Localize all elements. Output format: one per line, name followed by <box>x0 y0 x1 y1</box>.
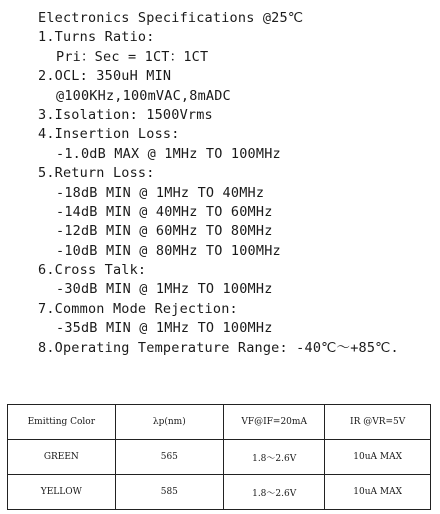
table-header-cell: λp(nm) <box>115 405 223 440</box>
spec-line-return-loss-2: -14dB MIN @ 40MHz TO 60MHz <box>56 203 273 220</box>
table-cell: 10uA MAX <box>325 440 431 475</box>
spec-line-cross-talk-value: -30dB MIN @ 1MHz TO 100MHz <box>56 281 273 298</box>
spec-line-return-loss: 5.Return Loss: <box>38 165 155 182</box>
table-cell: 1.8～2.6V <box>224 440 325 475</box>
spec-line-insertion-loss-value: -1.0dB MAX @ 1MHz TO 100MHz <box>56 145 281 162</box>
table-cell: 1.8～2.6V <box>224 475 325 510</box>
table-cell: 10uA MAX <box>325 475 431 510</box>
table-cell: YELLOW <box>8 475 116 510</box>
specifications-block <box>38 9 438 358</box>
spec-line-common-mode-rejection: 7.Common Mode Rejection: <box>38 300 238 317</box>
table-header-row <box>8 405 431 440</box>
spec-line-cross-talk: 6.Cross Talk: <box>38 262 147 279</box>
spec-line-common-mode-rejection-value: -35dB MIN @ 1MHz TO 100MHz <box>56 320 273 337</box>
spec-line-operating-temperature: 8.Operating Temperature Range: -40℃～+85℃. <box>38 339 399 356</box>
spec-line-return-loss-1: -18dB MIN @ 1MHz TO 40MHz <box>56 184 265 201</box>
spec-line-isolation: 3.Isolation: 1500Vrms <box>38 106 213 123</box>
table-header-cell: IR @VR=5V <box>325 405 431 440</box>
spec-line-turns-ratio-value: Pri：Sec = 1CT：1CT <box>56 48 209 65</box>
table-cell: 585 <box>115 475 223 510</box>
spec-line-return-loss-3: -12dB MIN @ 60MHz TO 80MHz <box>56 223 273 240</box>
table-header-cell: VF@IF=20mA <box>224 405 325 440</box>
spec-line-insertion-loss: 4.Insertion Loss: <box>38 126 180 143</box>
table-cell: GREEN <box>8 440 116 475</box>
spec-line-ocl: 2.OCL: 350uH MIN <box>38 68 172 85</box>
led-characteristics-table <box>7 404 431 510</box>
spec-line-turns-ratio: 1.Turns Ratio: <box>38 29 155 46</box>
table-row <box>8 475 431 510</box>
table-header-cell: Emitting Color <box>8 405 116 440</box>
spec-title: Electronics Specifications @25℃ <box>38 10 304 26</box>
table-row <box>8 440 431 475</box>
spec-line-return-loss-4: -10dB MIN @ 80MHz TO 100MHz <box>56 242 281 259</box>
spec-line-ocl-conditions: @100KHz,100mVAC,8mADC <box>56 87 231 104</box>
table-cell: 565 <box>115 440 223 475</box>
